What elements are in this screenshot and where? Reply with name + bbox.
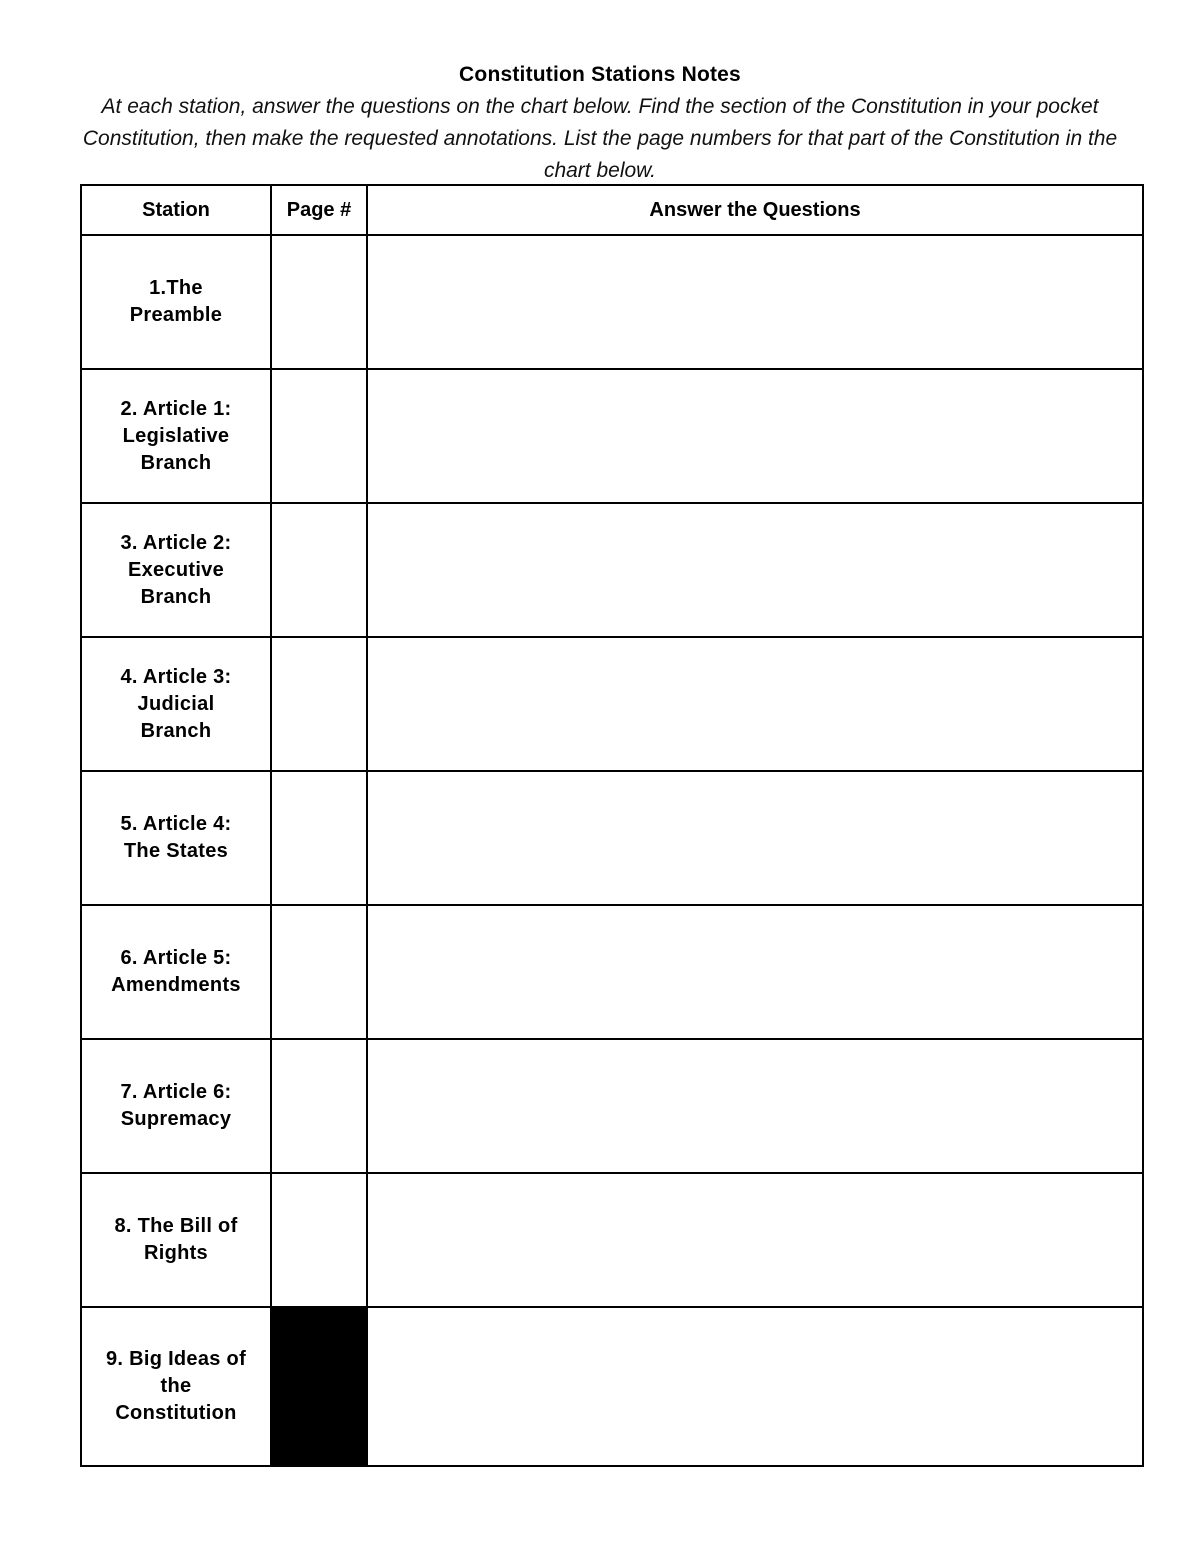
page-number-cell[interactable] bbox=[271, 905, 367, 1039]
station-cell bbox=[81, 771, 271, 905]
answer-cell[interactable] bbox=[367, 503, 1143, 637]
stations-notes-table bbox=[80, 184, 1144, 1467]
table-row bbox=[81, 235, 1143, 369]
station-label: 1.The Preamble bbox=[129, 277, 223, 326]
station-cell bbox=[81, 503, 271, 637]
answer-cell[interactable] bbox=[367, 771, 1143, 905]
station-label: 6. Article 5: Amendments bbox=[111, 947, 241, 996]
answer-cell[interactable] bbox=[367, 369, 1143, 503]
page-number-cell[interactable] bbox=[271, 235, 367, 369]
page-number-cell[interactable] bbox=[271, 771, 367, 905]
header-station: Station bbox=[81, 185, 271, 235]
station-label: 5. Article 4: The States bbox=[120, 813, 232, 862]
answer-cell[interactable] bbox=[367, 1307, 1143, 1466]
table-row bbox=[81, 1307, 1143, 1466]
table-row bbox=[81, 905, 1143, 1039]
station-cell bbox=[81, 235, 271, 369]
header-page-number: Page # bbox=[271, 185, 367, 235]
header-answer-questions: Answer the Questions bbox=[367, 185, 1143, 235]
page-number-cell[interactable] bbox=[271, 1173, 367, 1307]
station-cell bbox=[81, 905, 271, 1039]
answer-cell[interactable] bbox=[367, 235, 1143, 369]
table-row bbox=[81, 1039, 1143, 1173]
page-number-cell[interactable] bbox=[271, 503, 367, 637]
page-number-cell[interactable] bbox=[271, 369, 367, 503]
page-number-cell-blacked-out bbox=[271, 1307, 367, 1466]
instructions-text: At each station, answer the questions on the chart below. Find the section of the Constitution in your pocket Constitution, then make the requested annotations. List the page numbers for that part of the Constitution in the chart below. bbox=[82, 95, 1118, 182]
answer-cell[interactable] bbox=[367, 1039, 1143, 1173]
station-label: 3. Article 2: Executive Branch bbox=[120, 531, 232, 608]
table-header-row bbox=[81, 185, 1143, 235]
station-label: 8. The Bill of Rights bbox=[114, 1215, 238, 1264]
station-cell bbox=[81, 637, 271, 771]
table-row bbox=[81, 637, 1143, 771]
page-title: Constitution Stations Notes bbox=[459, 63, 741, 86]
station-label: 7. Article 6: Supremacy bbox=[120, 1081, 232, 1130]
answer-cell[interactable] bbox=[367, 637, 1143, 771]
station-cell bbox=[81, 1173, 271, 1307]
station-cell bbox=[81, 369, 271, 503]
table-row bbox=[81, 503, 1143, 637]
table-row bbox=[81, 369, 1143, 503]
station-cell bbox=[81, 1307, 271, 1466]
answer-cell[interactable] bbox=[367, 905, 1143, 1039]
station-label: 4. Article 3: Judicial Branch bbox=[120, 665, 232, 742]
answer-cell[interactable] bbox=[367, 1173, 1143, 1307]
page-number-cell[interactable] bbox=[271, 637, 367, 771]
page-number-cell[interactable] bbox=[271, 1039, 367, 1173]
station-label: 2. Article 1: Legislative Branch bbox=[120, 397, 232, 474]
station-label: 9. Big Ideas of the Constitution bbox=[105, 1348, 247, 1424]
table-row bbox=[81, 1173, 1143, 1307]
table-row bbox=[81, 771, 1143, 905]
station-cell bbox=[81, 1039, 271, 1173]
